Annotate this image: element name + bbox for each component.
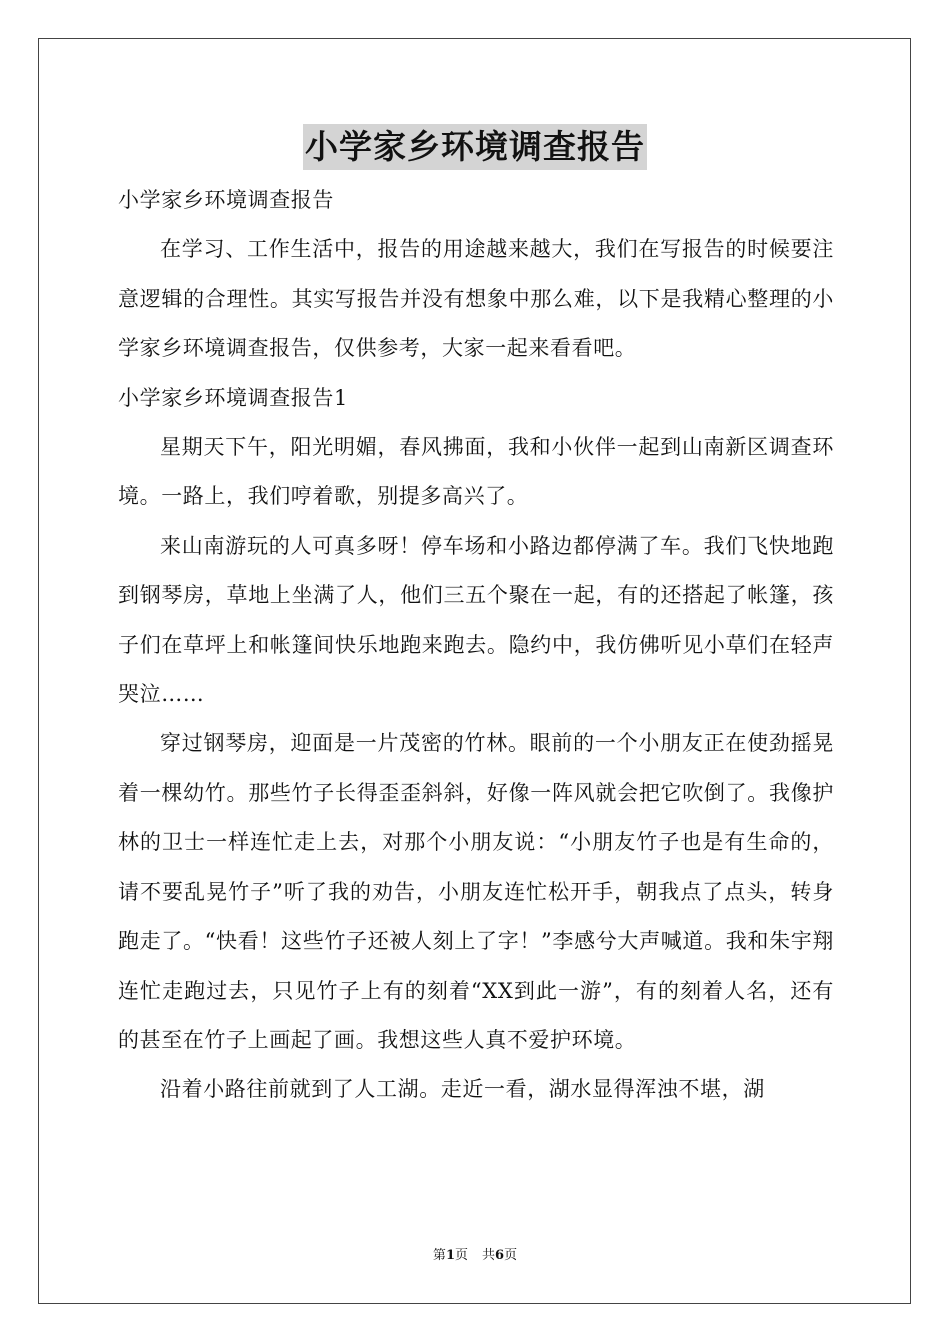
document-body — [118, 176, 834, 1115]
paragraph: 来山南游玩的人可真多呀！停车场和小路边都停满了车。我们飞快地跑到钢琴房，草地上坐满了人，他们三五个聚在一起，有的还搭起了帐篷，孩子们在草坪上和帐篷间快乐地跑来跑去。隐约中，我仿佛听见小草们在轻声哭泣…… — [118, 533, 834, 707]
paragraph: 沿着小路往前就到了人工湖。走近一看，湖水显得浑浊不堪，湖 — [160, 1077, 765, 1102]
page-prefix: 第 — [432, 1248, 446, 1263]
total-prefix: 共 — [482, 1248, 496, 1263]
page-suffix: 页 — [454, 1248, 468, 1263]
paragraph: 星期天下午，阳光明媚，春风拂面，我和小伙伴一起到山南新区调查环境。一路上，我们哼着歌，别提多高兴了。 — [118, 435, 834, 509]
document-title: 小学家乡环境调查报告 — [303, 124, 647, 170]
section-heading: 小学家乡环境调查报告1 — [118, 385, 348, 410]
page-number: 1 — [445, 1248, 455, 1263]
page-footer — [0, 1246, 950, 1266]
paragraph-intro: 在学习、工作生活中，报告的用途越来越大，我们在写报告的时候要注意逻辑的合理性。其实写报告并没有想象中那么难，以下是我精心整理的小学家乡环境调查报告，仅供参考，大家一起来看看吧。 — [118, 237, 834, 361]
paragraph: 穿过钢琴房，迎面是一片茂密的竹林。眼前的一个小朋友正在使劲摇晃着一棵幼竹。那些竹子长得歪歪斜斜，好像一阵风就会把它吹倒了。我像护林的卫士一样连忙走上去，对那个小朋友说：“小朋友竹子也是有生命的，请不要乱晃竹子”听了我的劝告，小朋友连忙松开手，朝我点了点头，转身跑走了。“快看！这些竹子还被人刻上了字！”李感兮大声喊道。我和朱宇翔连忙走跑过去，只见竹子上有的刻着“XX到此一游”，有的刻着人名，还有的甚至在竹子上画起了画。我想这些人真不爱护环境。 — [118, 731, 834, 1052]
total-suffix: 页 — [504, 1248, 518, 1263]
paragraph-heading: 小学家乡环境调查报告 — [118, 188, 334, 212]
total-pages: 6 — [495, 1248, 505, 1263]
title-container — [0, 124, 950, 170]
